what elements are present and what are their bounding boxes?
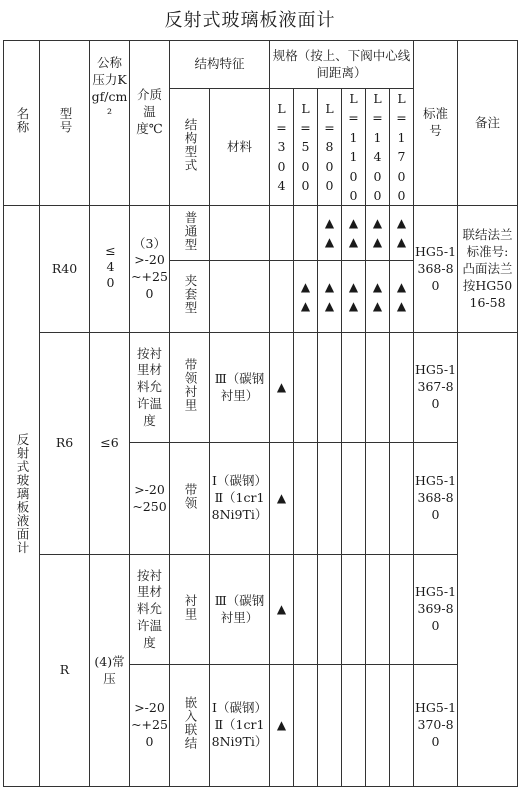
mark-cell bbox=[270, 443, 294, 555]
mark-cell bbox=[318, 261, 342, 333]
header-structure: 结构特征 bbox=[170, 41, 270, 89]
temp-r-lined: 按衬里材料允许温度 bbox=[130, 555, 170, 665]
pressure-r: (4)常压 bbox=[90, 555, 130, 787]
material-r6-lined: Ⅲ（碳钢衬里） bbox=[210, 333, 270, 443]
mark-icon: ▲ bbox=[276, 718, 287, 733]
material-r-embedded: Ⅰ（碳钢）Ⅱ（1cr18Ni9Ti） bbox=[210, 665, 270, 787]
mark-cell bbox=[318, 206, 342, 261]
header-length-1400: L=1400 bbox=[366, 89, 390, 206]
mark-cell bbox=[270, 665, 294, 787]
temp-r-embedded: >-20~+250 bbox=[130, 665, 170, 787]
mark-icon: ▲ bbox=[300, 279, 311, 294]
mark-icon: ▲ bbox=[396, 216, 407, 231]
mark-icon: ▲ bbox=[348, 279, 359, 294]
header-material: 材料 bbox=[210, 89, 270, 206]
empty-cell bbox=[366, 665, 390, 787]
mark-icon: ▲ bbox=[372, 279, 383, 294]
empty-cell bbox=[294, 333, 318, 443]
mark-icon: ▲ bbox=[324, 216, 335, 231]
empty-cell bbox=[318, 555, 342, 665]
standard-r-embedded: HG5-1370-80 bbox=[414, 665, 458, 787]
mark-icon: ▲ bbox=[348, 216, 359, 231]
mark-cell bbox=[294, 261, 318, 333]
mark-icon: ▲ bbox=[324, 235, 335, 250]
temp-r6-lined: 按衬里材料允许温度 bbox=[130, 333, 170, 443]
type-r6-collar: 带领 bbox=[170, 443, 210, 555]
empty-cell bbox=[390, 443, 414, 555]
empty-cell bbox=[366, 555, 390, 665]
header-struct-type: 结构型式 bbox=[170, 89, 210, 206]
mark-cell bbox=[366, 206, 390, 261]
material-r-lined: Ⅲ（碳钢衬里） bbox=[210, 555, 270, 665]
model-r6: R6 bbox=[40, 333, 90, 555]
empty-cell bbox=[342, 665, 366, 787]
mark-icon: ▲ bbox=[276, 491, 287, 506]
material-r6-collar: Ⅰ（碳钢）Ⅱ（1cr18Ni9Ti） bbox=[210, 443, 270, 555]
standard-r40: HG5-1368-80 bbox=[414, 206, 458, 333]
mark-icon: ▲ bbox=[324, 279, 335, 294]
mark-icon: ▲ bbox=[348, 298, 359, 313]
header-length-800: L=800 bbox=[318, 89, 342, 206]
mark-cell bbox=[270, 333, 294, 443]
header-length-500: L=500 bbox=[294, 89, 318, 206]
temp-r6-collar: >-20~250 bbox=[130, 443, 170, 555]
header-remark: 备注 bbox=[458, 41, 518, 206]
pressure-r40: ≤40 bbox=[90, 206, 130, 333]
mark-cell bbox=[366, 261, 390, 333]
empty-cell bbox=[318, 443, 342, 555]
standard-r6-lined: HG5-1367-80 bbox=[414, 333, 458, 443]
mark-icon: ▲ bbox=[396, 235, 407, 250]
mark-icon: ▲ bbox=[372, 216, 383, 231]
empty-cell bbox=[390, 665, 414, 787]
type-jacketed: 夹套型 bbox=[170, 261, 210, 333]
material-normal bbox=[210, 206, 270, 261]
standard-r-lined: HG5-1369-80 bbox=[414, 555, 458, 665]
header-standard: 标准号 bbox=[414, 41, 458, 206]
remark-empty bbox=[458, 333, 518, 787]
product-name-cell: 反射式玻璃板液面计 bbox=[4, 206, 40, 787]
header-spec: 规格（按上、下阀中心线间距离） bbox=[270, 41, 414, 89]
mark-icon: ▲ bbox=[324, 298, 335, 313]
mark-cell bbox=[270, 555, 294, 665]
page-title: 反射式玻璃板液面计 bbox=[164, 10, 336, 31]
empty-cell bbox=[342, 555, 366, 665]
mark-cell bbox=[390, 206, 414, 261]
header-name: 名称 bbox=[4, 41, 40, 206]
mark-icon: ▲ bbox=[396, 298, 407, 313]
type-r-lined: 衬里 bbox=[170, 555, 210, 665]
spec-table bbox=[3, 40, 518, 787]
mark-icon: ▲ bbox=[372, 235, 383, 250]
empty-cell bbox=[294, 665, 318, 787]
empty-cell bbox=[366, 333, 390, 443]
header-temperature: 介质温度℃ bbox=[130, 41, 170, 206]
empty-cell bbox=[390, 333, 414, 443]
type-r-embedded: 嵌入联结 bbox=[170, 665, 210, 787]
mark-icon: ▲ bbox=[396, 279, 407, 294]
empty-cell bbox=[390, 555, 414, 665]
material-jacketed bbox=[210, 261, 270, 333]
empty-cell bbox=[318, 333, 342, 443]
empty-cell bbox=[342, 333, 366, 443]
mark-icon: ▲ bbox=[300, 298, 311, 313]
empty-cell bbox=[366, 443, 390, 555]
empty-cell bbox=[294, 555, 318, 665]
header-length-1700: L=1700 bbox=[390, 89, 414, 206]
model-r: R bbox=[40, 555, 90, 787]
temp-r40: （3）>-20~+250 bbox=[130, 206, 170, 333]
mark-icon: ▲ bbox=[348, 235, 359, 250]
mark-icon: ▲ bbox=[372, 298, 383, 313]
empty-cell bbox=[342, 443, 366, 555]
empty-cell bbox=[318, 665, 342, 787]
type-normal: 普通型 bbox=[170, 206, 210, 261]
pressure-r6: ≤6 bbox=[90, 333, 130, 555]
header-length-304: L=304 bbox=[270, 89, 294, 206]
mark-cell bbox=[342, 261, 366, 333]
mark-cell bbox=[270, 261, 294, 333]
mark-cell bbox=[342, 206, 366, 261]
header-model: 型号 bbox=[40, 41, 90, 206]
header-length-1100: L=1100 bbox=[342, 89, 366, 206]
standard-r6-collar: HG5-1368-80 bbox=[414, 443, 458, 555]
mark-icon: ▲ bbox=[276, 380, 287, 395]
mark-cell bbox=[270, 206, 294, 261]
remark-r40: 联结法兰标准号: 凸面法兰按HG5016-58 bbox=[458, 206, 518, 333]
model-r40: R40 bbox=[40, 206, 90, 333]
empty-cell bbox=[294, 443, 318, 555]
header-pressure: 公称压力Kgf/cm² bbox=[90, 41, 130, 206]
type-r6-lined: 带领衬里 bbox=[170, 333, 210, 443]
mark-cell bbox=[294, 206, 318, 261]
mark-cell bbox=[390, 261, 414, 333]
mark-icon: ▲ bbox=[276, 602, 287, 617]
